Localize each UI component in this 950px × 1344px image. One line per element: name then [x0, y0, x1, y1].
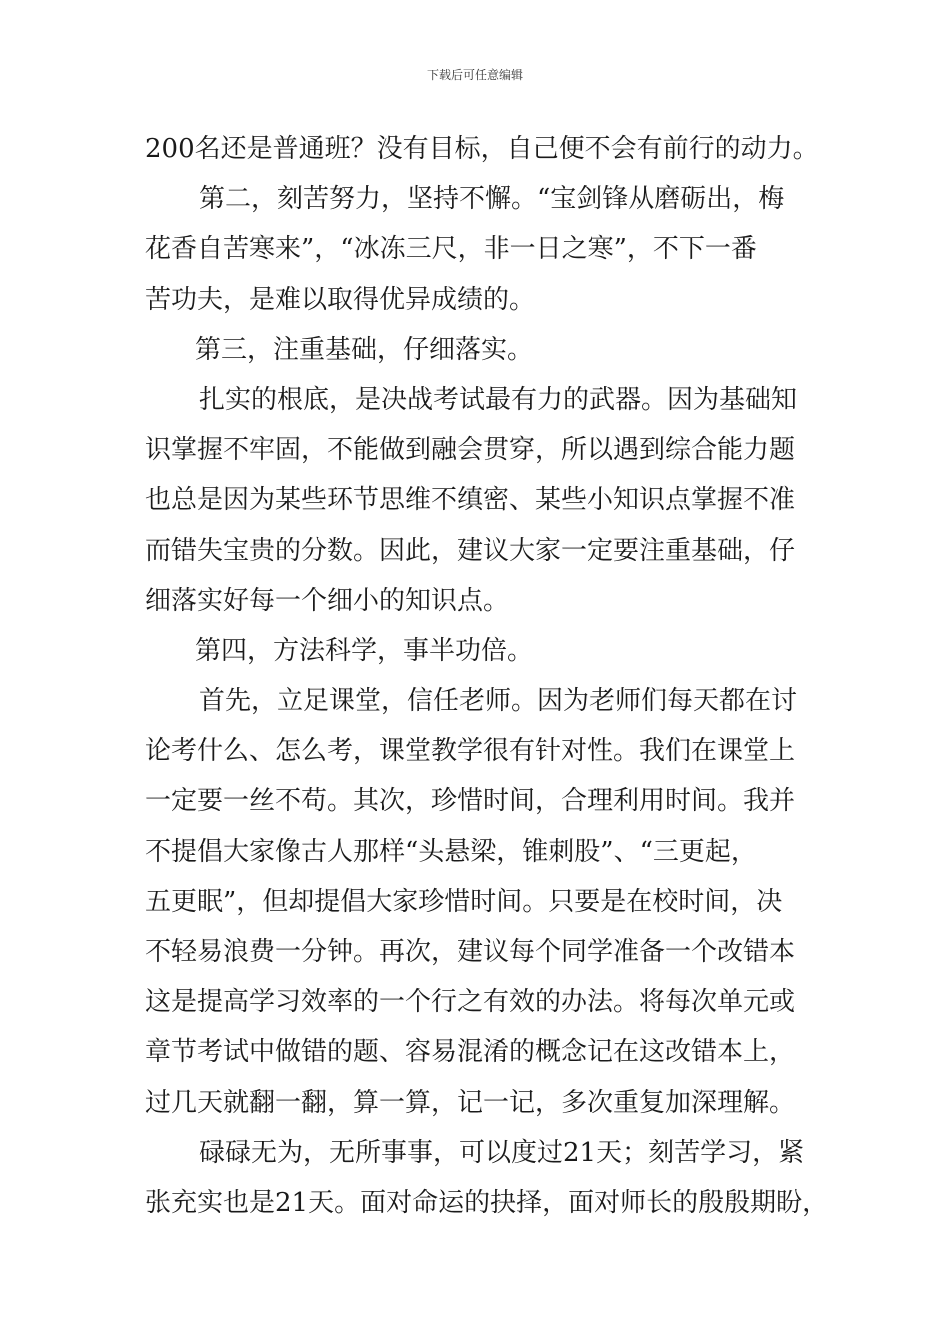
text-line: 张充实也是21天。面对命运的抉择，面对师长的殷殷期盼，: [145, 1187, 829, 1218]
text-line: 第三，注重基础，仔细落实。: [195, 334, 534, 365]
document-body: [145, 124, 829, 1228]
text-line: 扎实的根底，是决战考试最有力的武器。因为基础知: [199, 384, 798, 415]
text-line: 不提倡大家像古人那样“头悬梁，锥刺股”、“三更起，: [145, 836, 757, 867]
text-line: 五更眠”，但却提倡大家珍惜时间。只要是在校时间，决: [145, 886, 783, 917]
text-line: 首先，立足课堂，信任老师。因为老师们每天都在讨: [199, 686, 798, 717]
text-line: 不轻易浪费一分钟。再次，建议每个同学准备一个改错本: [145, 937, 796, 967]
text-line: 一定要一丝不苟。其次，珍惜时间，合理利用时间。我并: [145, 786, 796, 817]
text-line: 这是提高学习效率的一个行之有效的办法。将每次单元或: [145, 987, 796, 1018]
text-line: 碌碌无为，无所事事，可以度过21天；刻苦学习，紧: [199, 1137, 805, 1168]
text-line: 识掌握不牢固，不能做到融会贯穿，所以遇到综合能力题: [145, 435, 796, 466]
text-line: 也总是因为某些环节思维不缜密、某些小知识点掌握不准: [145, 485, 796, 516]
text-line: 花香自苦寒来”，“冰冻三尺，非一日之寒”，不下一番: [145, 234, 757, 265]
text-line: 而错失宝贵的分数。因此，建议大家一定要注重基础，仔: [145, 535, 796, 566]
text-line: 苦功夫，是难以取得优异成绩的。: [145, 284, 536, 315]
page-header: 下载后可任意编辑: [426, 68, 523, 82]
text-line: 论考什么、怎么考，课堂教学很有针对性。我们在课堂上: [145, 736, 796, 767]
text-line: 细落实好每一个细小的知识点。: [145, 585, 510, 616]
text-line: 第四，方法科学，事半功倍。: [195, 635, 534, 666]
text-line: 章节考试中做错的题、容易混淆的概念记在这改错本上，: [145, 1037, 796, 1068]
text-line: 200名还是普通班？没有目标，自己便不会有前行的动力。: [145, 134, 819, 164]
text-line: 过几天就翻一翻，算一算，记一记，多次重复加深理解。: [145, 1087, 796, 1118]
text-line: 第二，刻苦努力，坚持不懈。“宝剑锋从磨砺出，梅: [199, 184, 785, 215]
